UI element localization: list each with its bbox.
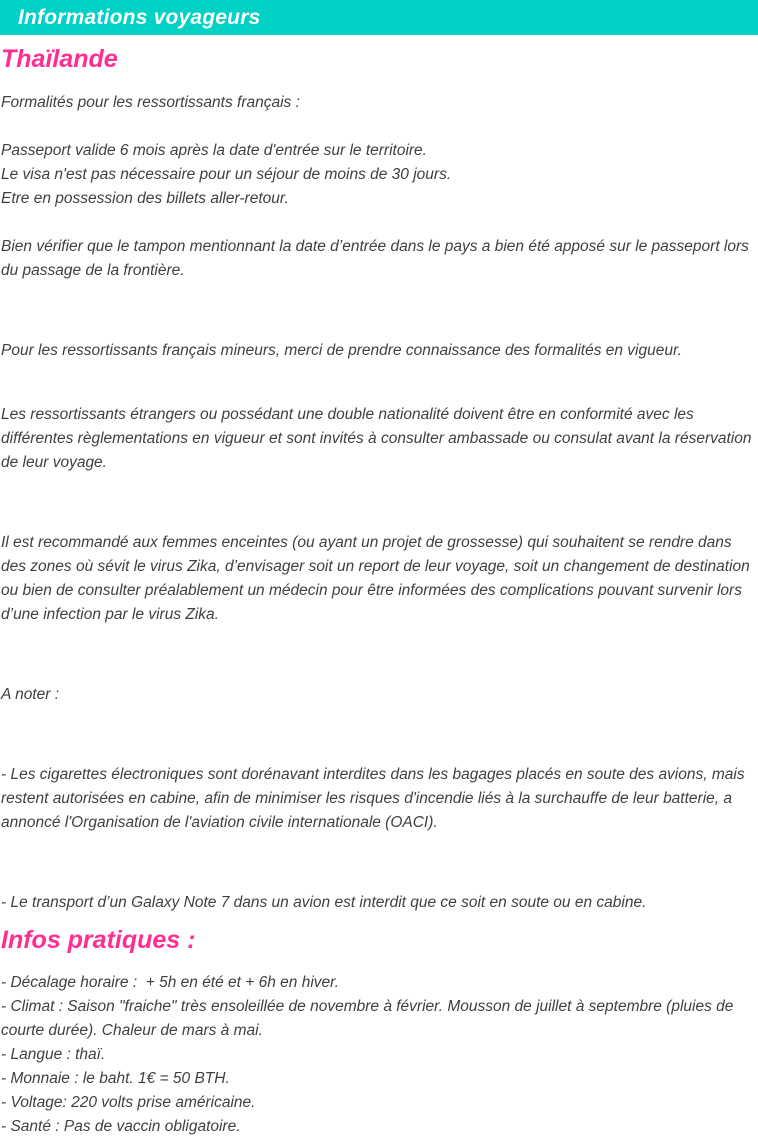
paragraph-a-noter: A noter :: [1, 686, 60, 703]
paragraph-zika: Il est recommandé aux femmes enceintes (ou ayant un projet de grossesse) qui souhaitent se rendre dans des zones où sévit le virus Zika, d’envisager soit un report de leur voyage, soit un changement de destination ou bien de consulter préalablement un médecin pour être informées des complications pouvant survenir lors d’une infection par le virus Zika.: [1, 534, 755, 623]
info-item-climat: - Climat : Saison "fraiche" très ensoleillée de novembre à février. Mousson de juillet à septembre (pluies de courte durée). Chaleur de mars à mai.: [1, 998, 738, 1039]
paragraph-etrangers: Les ressortissants étrangers ou possédant une double nationalité doivent être en conformité avec les différentes règlementations en vigueur et sont invités à consulter ambassade ou consulat avant la réservation de leur voyage.: [1, 406, 756, 471]
paragraph-passeport: Passeport valide 6 mois après la date d'entrée sur le territoire.: [1, 142, 427, 159]
paragraph-billets: Etre en possession des billets aller-retour.: [1, 190, 289, 207]
paragraph-cigarettes: - Les cigarettes électroniques sont dorénavant interdites dans les bagages placés en soute des avions, mais restent autorisées en cabine, afin de minimiser les risques d'incendie liés à la surchauffe de leur batterie, a annoncé l'Organisation de l'aviation civile internationale (OACI).: [1, 766, 749, 831]
info-item-decalage: - Décalage horaire : + 5h en été et + 6h en hiver.: [1, 974, 340, 991]
country-heading: Thaïlande: [1, 45, 118, 73]
header-bar: [0, 0, 758, 35]
content-area: [0, 44, 758, 1139]
info-item-langue: - Langue : thaï.: [1, 1046, 106, 1063]
infos-pratiques-list: [1, 971, 756, 1139]
paragraph-formalites: Formalités pour les ressortissants français :: [1, 94, 300, 111]
paragraph-group-passeport: [1, 139, 756, 211]
info-item-monnaie: - Monnaie : le baht. 1€ = 50 BTH.: [1, 1070, 230, 1087]
paragraph-mineurs: Pour les ressortissants français mineurs, merci de prendre connaissance des formalités en vigueur.: [1, 342, 682, 359]
page-title: Informations voyageurs: [18, 5, 261, 29]
paragraph-galaxy: - Le transport d’un Galaxy Note 7 dans un avion est interdit que ce soit en soute ou en cabine.: [1, 894, 647, 911]
paragraph-tampon: Bien vérifier que le tampon mentionnant la date d’entrée dans le pays a bien été apposé sur le passeport lors du passage de la frontière.: [1, 238, 754, 279]
infos-pratiques-heading: Infos pratiques :: [1, 926, 196, 954]
info-item-voltage: - Voltage: 220 volts prise américaine.: [1, 1094, 256, 1111]
paragraph-visa: Le visa n'est pas nécessaire pour un séjour de moins de 30 jours.: [1, 166, 452, 183]
info-item-sante: - Santé : Pas de vaccin obligatoire.: [1, 1118, 241, 1135]
